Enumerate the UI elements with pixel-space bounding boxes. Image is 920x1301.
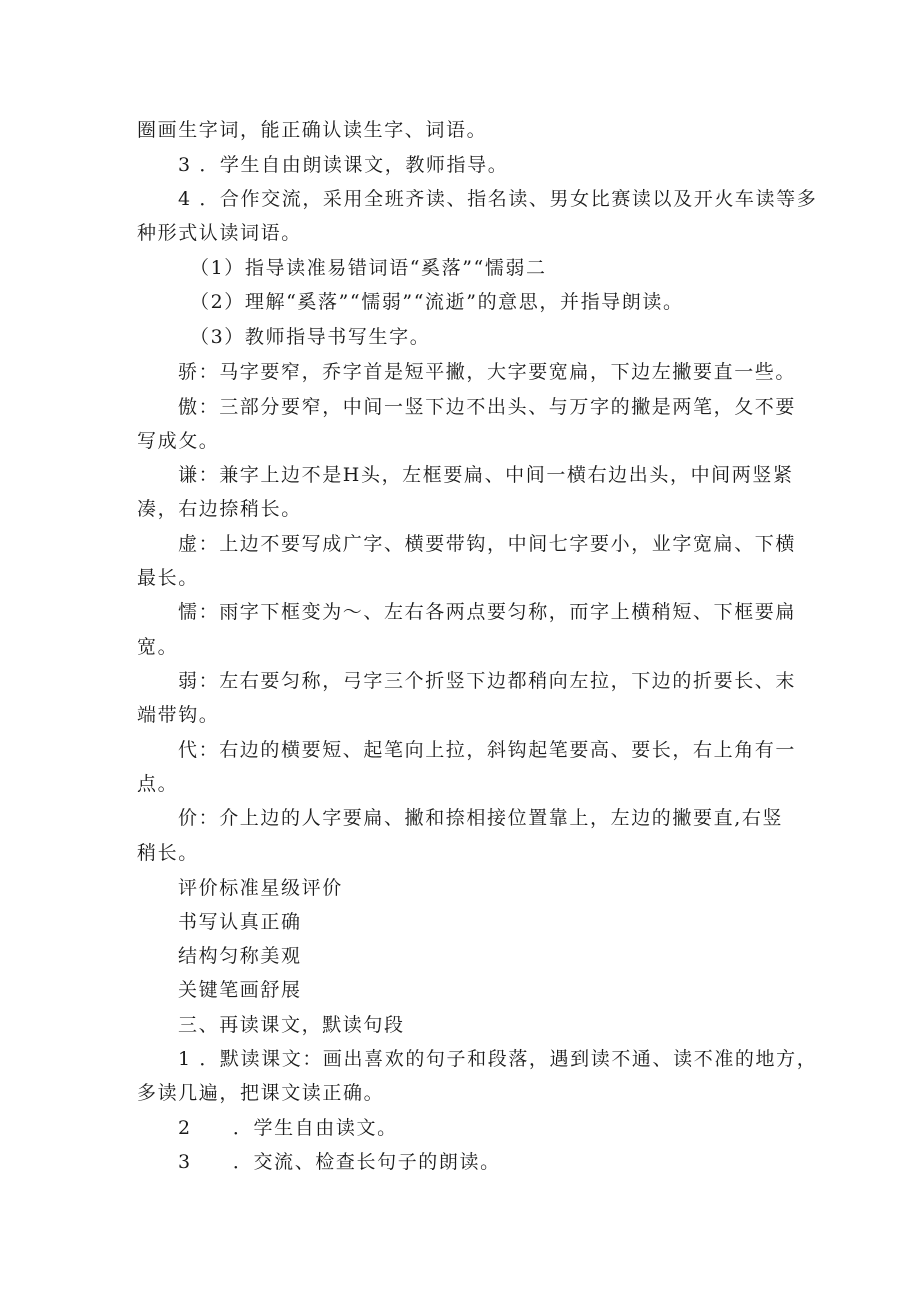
text-line: 端带钩。 [137, 704, 220, 726]
text-line: 凑，右边捺稍长。 [137, 498, 302, 520]
text-line: 2 ．学生自由读文。 [178, 1117, 398, 1139]
text-line: 点。 [137, 773, 179, 795]
text-line: 弱：左右要匀称，弓字三个折竖下边都稍向左拉，下边的折要长、末 [178, 670, 797, 692]
text-line: 虚：上边不要写成广字、横要带钩，中间七字要小，业字宽扁、下横 [178, 533, 797, 555]
text-line: 写成攵。 [137, 430, 220, 452]
text-line: 最长。 [137, 567, 199, 589]
text-line: 关键笔画舒展 [178, 979, 302, 1001]
text-line: 代：右边的横要短、起笔向上拉，斜钩起笔要高、要长，右上角有一 [178, 739, 797, 761]
text-line: 4 ．合作交流，采用全班齐读、指名读、男女比赛读以及开火车读等多 [178, 188, 818, 210]
text-line: 3 ．学生自由朗读课文，教师指导。 [178, 154, 509, 176]
text-line: 3 ．交流、检查长句子的朗读。 [178, 1151, 501, 1173]
text-line: 稍长。 [137, 842, 199, 864]
text-line: 懦：雨字下框变为～、左右各两点要匀称，而字上横稍短、下框要扁 [178, 601, 797, 623]
text-line: 圈画生字词，能正确认读生字、词语。 [137, 119, 488, 141]
text-line: 评价标准星级评价 [178, 877, 343, 899]
text-line: （3）教师指导书写生字。 [190, 326, 431, 348]
text-line: （1）指导读准易错词语“奚落”“懦弱二 [190, 257, 547, 279]
text-line: 三、再读课文，默读句段 [178, 1014, 405, 1036]
text-line: 谦：兼字上边不是H头，左框要扁、中间一横右边出头，中间两竖紧 [178, 464, 794, 486]
text-line: 多读几遍，把课文读正确。 [137, 1082, 385, 1104]
text-line: 宽。 [137, 636, 179, 658]
text-line: （2）理解“奚落”“懦弱”“流逝”的意思，并指导朗读。 [190, 291, 684, 313]
text-line: 书写认真正确 [178, 911, 302, 933]
text-line: 傲：三部分要窄，中间一竖下边不出头、与万字的撇是两笔，夂不要 [178, 396, 797, 418]
text-line: 1 ．默读课文：画出喜欢的句子和段落，遇到读不通、读不准的地方， [178, 1048, 818, 1070]
text-line: 骄：马字要窄，乔字首是短平撇，大字要宽扁，下边左撇要直一些。 [178, 361, 797, 383]
text-line: 结构匀称美观 [178, 945, 302, 967]
text-line: 种形式认读词语。 [137, 222, 302, 244]
text-line: 价：介上边的人字要扁、撇和捺相接位置靠上，左边的撇要直,右竖 [178, 807, 784, 829]
